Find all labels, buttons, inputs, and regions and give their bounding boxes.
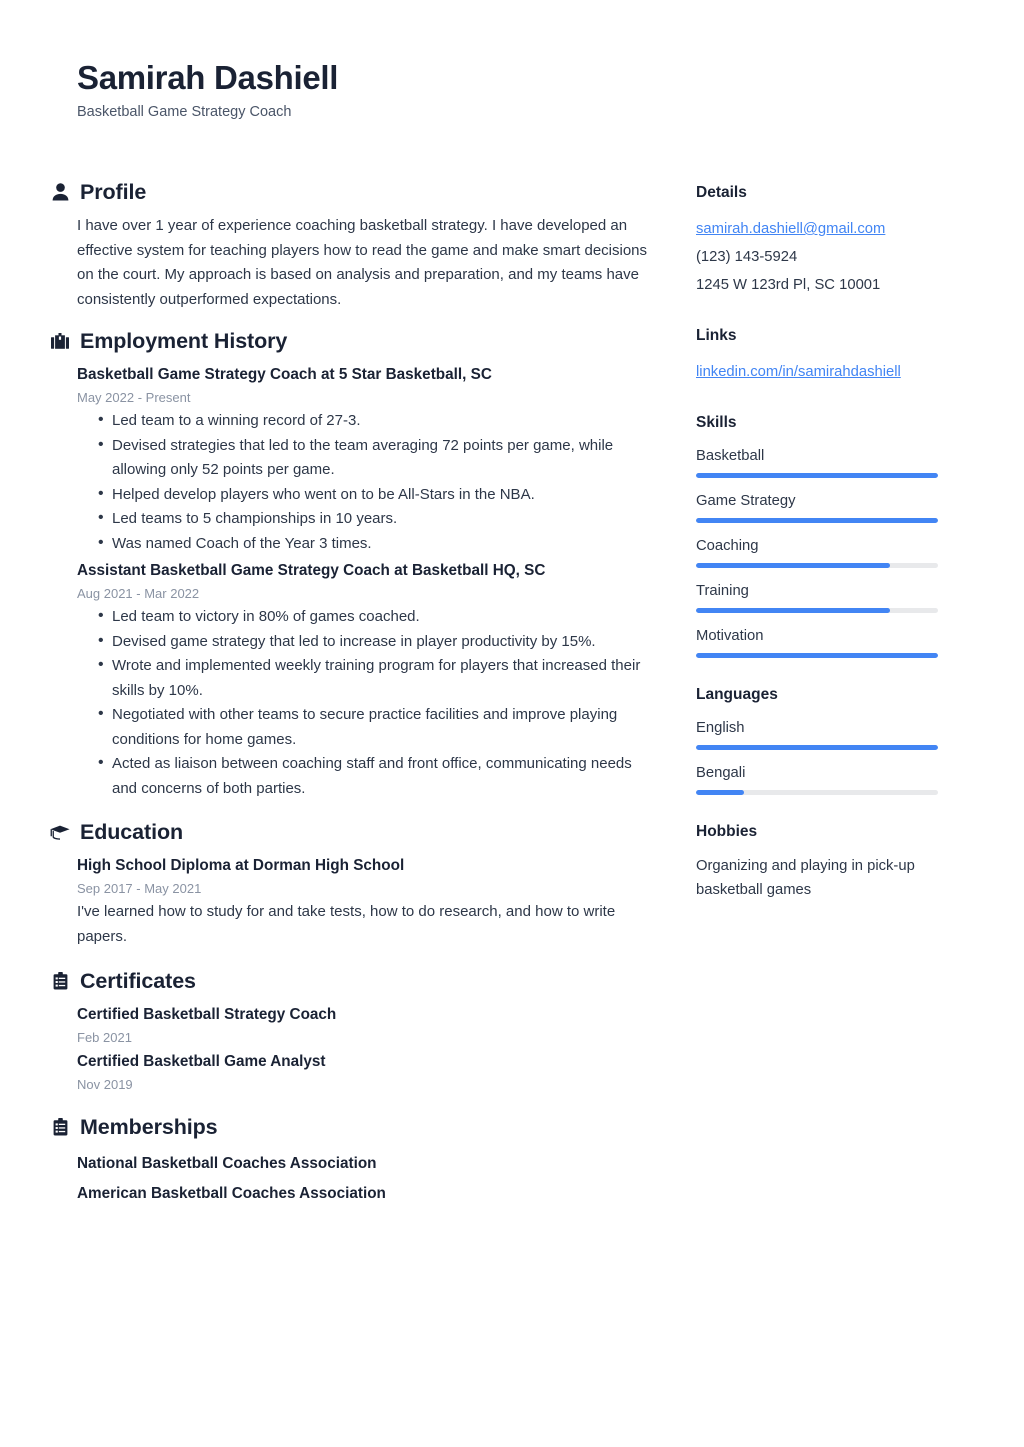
skill-row [696, 535, 956, 568]
section-profile [50, 178, 650, 312]
language-label: Bengali [696, 765, 746, 781]
section-certificates [50, 967, 650, 1095]
list-item: • Led teams to 5 championships in 10 years. [77, 507, 650, 532]
sidebar-skills [696, 412, 956, 658]
employment-entry [77, 363, 650, 556]
employment-entry-bullets [77, 605, 650, 801]
list-item: • Led team to a winning record of 27-3. [77, 409, 650, 434]
skill-level-track [696, 473, 938, 478]
skill-label: Motivation [696, 628, 764, 644]
list-item: • Was named Coach of the Year 3 times. [77, 532, 650, 557]
language-level-track [696, 790, 938, 795]
education-entry-description: I've learned how to study for and take tests, how to do research, and how to write papers. [77, 903, 616, 945]
section-memberships-body [50, 1149, 650, 1209]
section-employment [50, 327, 650, 801]
skill-level-fill [696, 518, 938, 523]
skill-level-track [696, 653, 938, 658]
certificate-entry [77, 1003, 650, 1048]
section-certificates-header [50, 967, 650, 995]
section-profile-body [50, 214, 650, 312]
sidebar-links-title: Links [696, 327, 737, 344]
employment-entry [77, 559, 650, 801]
language-level-fill [696, 745, 938, 750]
job-subtitle: Basketball Game Strategy Coach [77, 104, 292, 120]
skill-level-track [696, 608, 938, 613]
section-employment-title: Employment History [80, 329, 288, 353]
skill-row [696, 490, 956, 523]
language-level-track [696, 745, 938, 750]
skill-level-fill [696, 653, 938, 658]
sidebar-hobbies [696, 821, 956, 902]
section-profile-title: Profile [80, 180, 147, 204]
skill-level-fill [696, 563, 890, 568]
section-education [50, 818, 650, 949]
skill-row [696, 625, 956, 658]
profile-text: I have over 1 year of experience coaching basketball strategy. I have developed an effective system for teaching players how to read the game and make smart decisions on the court. My approach is based on analysis and preparation, and my teams have consistently outperformed expectations. [77, 217, 648, 308]
skill-label: Game Strategy [696, 493, 796, 509]
list-item: • Devised strategies that led to the team averaging 72 points per game, while allowing only 52 points per game. [77, 434, 650, 483]
skill-level-track [696, 518, 938, 523]
section-education-title: Education [80, 820, 184, 844]
sidebar-languages-title: Languages [696, 686, 778, 703]
section-education-header [50, 818, 650, 846]
list-item: • Acted as liaison between coaching staff and front office, communicating needs and concerns of both parties. [77, 752, 650, 801]
section-memberships [50, 1113, 650, 1209]
skill-row [696, 580, 956, 613]
linkedin-link[interactable]: linkedin.com/in/samirahdashiell [696, 364, 901, 380]
certificate-entry-title: Certified Basketball Game Analyst [77, 1053, 326, 1070]
graduation-cap-icon [50, 821, 70, 843]
skill-label: Training [696, 583, 749, 599]
education-entry-date: Sep 2017 - May 2021 [77, 881, 202, 896]
section-memberships-header [50, 1113, 650, 1141]
language-row [696, 762, 956, 795]
section-employment-header [50, 327, 650, 355]
certificate-entry-title: Certified Basketball Strategy Coach [77, 1006, 337, 1023]
section-profile-header [50, 178, 650, 206]
skill-label: Basketball [696, 448, 765, 464]
certificate-entry-date: Nov 2019 [77, 1077, 133, 1092]
main-column [50, 178, 650, 1211]
certificate-entry-date: Feb 2021 [77, 1030, 132, 1045]
sidebar-details-title: Details [696, 184, 747, 201]
language-row [696, 717, 956, 750]
clipboard-icon [50, 970, 70, 992]
certificate-entry [77, 1050, 650, 1095]
briefcase-icon [50, 330, 70, 352]
membership-item: American Basketball Coaches Association [77, 1185, 386, 1202]
employment-entry-date: May 2022 - Present [77, 390, 191, 405]
list-item: • Negotiated with other teams to secure practice facilities and improve playing conditions for home games. [77, 703, 650, 752]
section-certificates-title: Certificates [80, 969, 196, 993]
sidebar-hobbies-title: Hobbies [696, 823, 758, 840]
list-item: • Helped develop players who went on to be All-Stars in the NBA. [77, 483, 650, 508]
skill-level-fill [696, 608, 890, 613]
skill-row [696, 445, 956, 478]
person-icon [50, 181, 70, 203]
section-certificates-body [50, 1003, 650, 1095]
list-item: • Devised game strategy that led to increase in player productivity by 15%. [77, 630, 650, 655]
employment-entry-title: Basketball Game Strategy Coach at 5 Star Basketball, SC [77, 366, 492, 383]
employment-entry-date: Aug 2021 - Mar 2022 [77, 586, 200, 601]
sidebar-skills-title: Skills [696, 414, 737, 431]
employment-entry-title: Assistant Basketball Game Strategy Coach at Basketball HQ, SC [77, 562, 546, 579]
language-label: English [696, 720, 745, 736]
education-entry [77, 854, 650, 949]
language-level-fill [696, 790, 744, 795]
section-memberships-title: Memberships [80, 1115, 218, 1139]
section-employment-body [50, 363, 650, 801]
address-text: 1245 W 123rd Pl, SC 10001 [696, 277, 881, 293]
membership-item: National Basketball Coaches Association [77, 1155, 377, 1172]
education-entry-title: High School Diploma at Dorman High School [77, 857, 405, 874]
resume-header [77, 58, 338, 122]
sidebar-column [696, 182, 956, 928]
phone-text: (123) 143-5924 [696, 249, 798, 265]
sidebar-details [696, 182, 956, 299]
clipboard-icon [50, 1116, 70, 1138]
skill-level-track [696, 563, 938, 568]
skill-level-fill [696, 473, 938, 478]
list-item: • Wrote and implemented weekly training program for players that increased their skills by 10%. [77, 654, 650, 703]
sidebar-links [696, 325, 956, 386]
page-title: Samirah Dashiell [77, 59, 339, 96]
sidebar-languages [696, 684, 956, 795]
skill-label: Coaching [696, 538, 759, 554]
section-education-body [50, 854, 650, 949]
hobbies-text: Organizing and playing in pick-up basketball games [696, 858, 915, 898]
employment-entry-bullets [77, 409, 650, 556]
email-link[interactable]: samirah.dashiell@gmail.com [696, 221, 886, 237]
list-item: • Led team to victory in 80% of games coached. [77, 605, 650, 630]
